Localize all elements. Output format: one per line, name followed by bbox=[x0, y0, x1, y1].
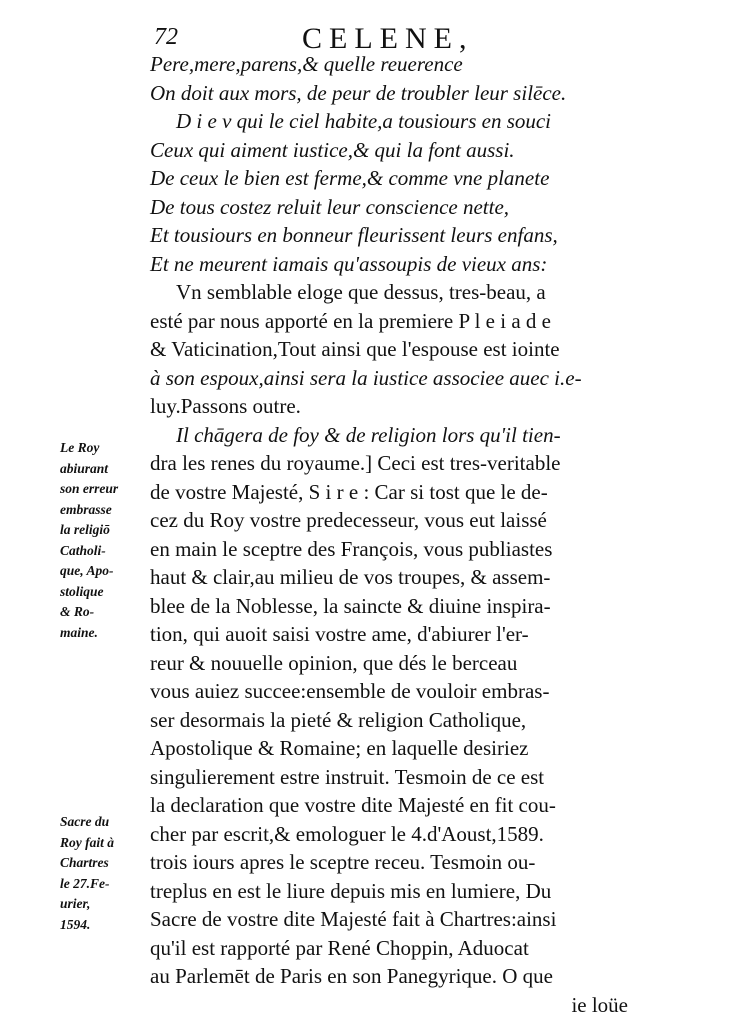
text-line: la declaration que vostre dite Majesté en fit cou- bbox=[150, 793, 556, 817]
margin-note-line: maine. bbox=[60, 624, 98, 640]
text-line: On doit aux mors, de peur de troubler leur silēce. bbox=[150, 80, 567, 105]
text-line: luy.Passons outre. bbox=[150, 394, 301, 418]
text-line: au Parlemēt de Paris en son Panegyrique. O que bbox=[150, 964, 553, 988]
text-line: De ceux le bien est ferme,& comme vne planete bbox=[150, 166, 550, 190]
text-line: en main le sceptre des François, vous publiastes bbox=[150, 536, 553, 561]
text-line: Il chāgera de foy & de religion lors qu'il tien- bbox=[176, 422, 561, 447]
text-line: à son espoux,ainsi sera la iustice associee auec i.e- bbox=[150, 365, 582, 390]
margin-note-line: abiurant bbox=[60, 460, 109, 476]
margin-note-line: la religiō bbox=[60, 522, 110, 537]
text-line: vous auiez succee:ensemble de vouloir embras- bbox=[150, 679, 550, 703]
margin-note-line: Sacre du bbox=[60, 814, 110, 829]
margin-note-line: urier, bbox=[60, 896, 91, 911]
margin-note-line: & Ro- bbox=[60, 604, 95, 619]
page-number: 72 bbox=[154, 24, 178, 50]
text-line: Sacre de vostre dite Majesté fait à Chartres:ainsi bbox=[150, 907, 557, 931]
text-line: singulierement estre instruit. Tesmoin de ce est bbox=[150, 764, 545, 789]
text-line: dra les renes du royaume.] Ceci est tres-veritable bbox=[150, 451, 561, 475]
margin-note-line: le 27.Fe- bbox=[60, 875, 110, 891]
margin-note-line: Le Roy bbox=[60, 440, 100, 455]
margin-note-line: son erreur bbox=[60, 481, 119, 496]
text-line: Vn semblable eloge que dessus, tres-beau, a bbox=[176, 280, 546, 304]
text-line: treplus en est le liure depuis mis en lumiere, Du bbox=[150, 878, 552, 903]
text-line: tion, qui auoit saisi vostre ame, d'abiurer l'er- bbox=[150, 622, 529, 646]
margin-note-line: que, Apo- bbox=[60, 563, 114, 578]
margin-note-line: Chartres bbox=[60, 855, 109, 870]
text-line: ser desormais la pieté & religion Catholique, bbox=[150, 707, 527, 732]
running-title: CELENE, bbox=[302, 22, 474, 55]
margin-note-abjuration bbox=[60, 438, 150, 643]
text-line: blee de la Noblesse, la saincte & diuine inspira- bbox=[150, 593, 551, 618]
margin-note-line: embrasse bbox=[60, 501, 112, 517]
text-line: cher par escrit,& emologuer le 4.d'Aoust,1589. bbox=[150, 821, 544, 846]
text-line: De tous costez reluit leur conscience nette, bbox=[150, 194, 510, 219]
text-line: Et tousiours en bonneur fleurissent leurs enfans, bbox=[150, 223, 558, 247]
text-line: de vostre Majesté, S i r e : Car si tost que le de- bbox=[150, 479, 548, 504]
text-line: Ceux qui aiment iustice,& qui la font aussi. bbox=[150, 137, 515, 162]
margin-note-line: Roy fait à bbox=[60, 834, 114, 850]
text-line: Pere,mere,parens,& quelle reuerence bbox=[150, 52, 463, 76]
text-line: haut & clair,au milieu de vos troupes, & assem- bbox=[150, 565, 551, 589]
text-line: cez du Roy vostre predecesseur, vous eut laissé bbox=[150, 508, 547, 532]
text-line: qu'il est rapporté par René Choppin, Aduocat bbox=[150, 935, 529, 960]
margin-note-line: Catholi- bbox=[60, 542, 106, 558]
margin-note-line: stolique bbox=[60, 583, 104, 599]
text-line: Et ne meurent iamais qu'assoupis de vieux ans: bbox=[150, 251, 548, 276]
margin-note-line: 1594. bbox=[60, 916, 91, 932]
text-line: reur & nouuelle opinion, que dés le berceau bbox=[150, 650, 518, 675]
text-line: & Vaticination,Tout ainsi que l'espouse est iointe bbox=[150, 337, 560, 361]
text-line: D i e v qui le ciel habite,a tousiours en souci bbox=[176, 109, 552, 133]
text-line: trois iours apres le sceptre receu. Tesmoin ou- bbox=[150, 850, 536, 874]
text-line: Apostolique & Romaine; en laquelle desiriez bbox=[150, 736, 529, 760]
body-text bbox=[150, 50, 642, 1019]
text-line: esté par nous apporté en la premiere P l e i a d e bbox=[150, 308, 551, 333]
margin-note-coronation bbox=[60, 812, 150, 935]
text-line: ie loüe bbox=[571, 992, 628, 1017]
